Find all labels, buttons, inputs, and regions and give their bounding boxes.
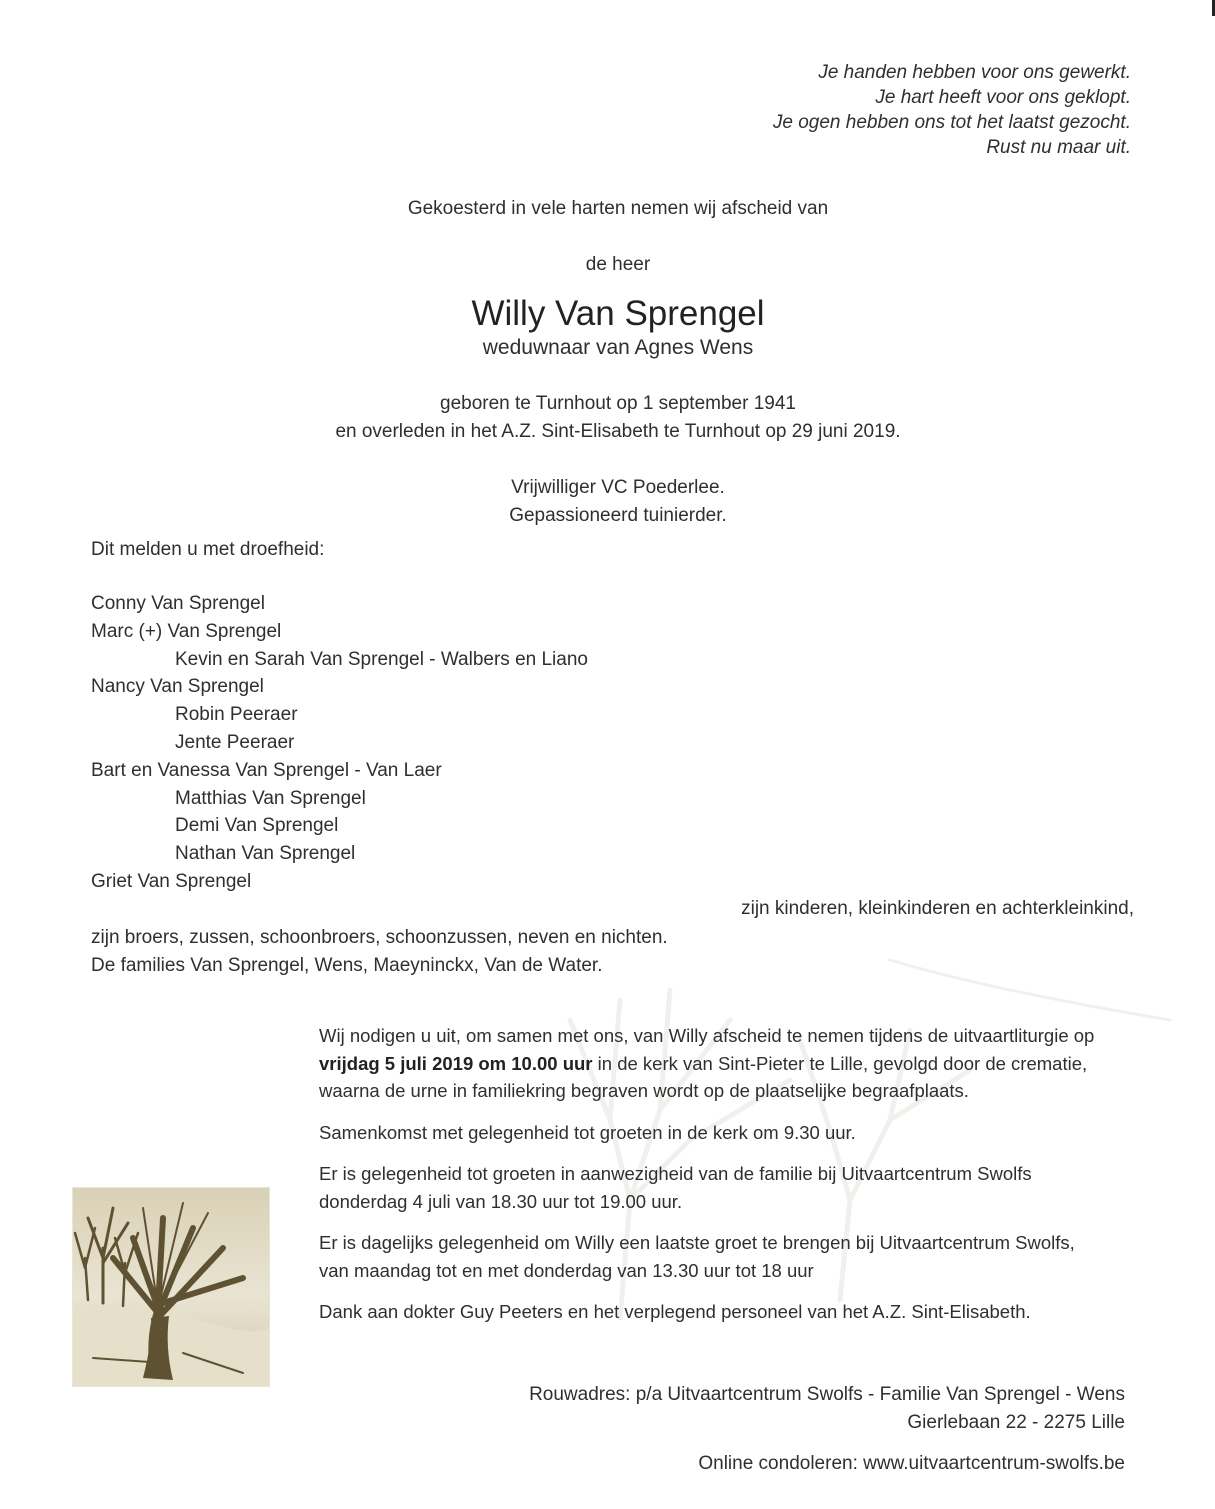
intro-text: Gekoesterd in vele harten nemen wij afscheid van <box>407 198 829 219</box>
greeting-family-paragraph: Er is gelegenheid tot groeten in aanwezigheid van de familie bij Uitvaartcentrum Swolfs donderdag 4 juli van 18.30 uur tot 19.00 uur. <box>319 1163 1032 1212</box>
family-member: Kevin en Sarah Van Sprengel - Walbers en Liano <box>175 648 588 670</box>
deceased-name: Willy Van Sprengel <box>471 294 765 333</box>
thanks-paragraph: Dank aan dokter Guy Peeters en het verplegend personeel van het A.Z. Sint-Elisabeth. <box>319 1301 1031 1322</box>
honorific: de heer <box>585 254 651 275</box>
address-line-1: Rouwadres: p/a Uitvaartcentrum Swolfs - Familie Van Sprengel - Wens <box>529 1384 1125 1405</box>
family-list <box>91 590 588 896</box>
address-line-2: Gierlebaan 22 - 2275 Lille <box>907 1412 1125 1433</box>
siblings-line: zijn broers, zussen, schoonbroers, schoonzussen, neven en nichten. <box>91 927 668 948</box>
poem-line: Je ogen hebben ons tot het laatst gezocht. <box>772 112 1131 133</box>
family-member: Griet Van Sprengel <box>91 870 252 892</box>
poem-line: Rust nu maar uit. <box>986 137 1131 158</box>
family-member: Bart en Vanessa Van Sprengel - Van Laer <box>91 759 442 781</box>
poem-line: Je handen hebben voor ons gewerkt. <box>818 62 1131 83</box>
online-condolences: Online condoleren: www.uitvaartcentrum-swolfs.be <box>698 1453 1125 1474</box>
invitation-text: Wij nodigen u uit, om samen met ons, van Willy afscheid te nemen tijdens de uitvaartliturgie op <box>319 1025 1095 1046</box>
trait-volunteer: Vrijwilliger VC Poederlee. <box>511 477 725 498</box>
funeral-date-time: vrijdag 5 juli 2019 om 10.00 uur <box>319 1052 593 1074</box>
invitation-text-end: in de kerk van Sint-Pieter te Lille, gevolgd door de crematie, waarna de urne in familiekring begraven wordt op de plaatselijke begraafplaats. <box>319 1052 1088 1101</box>
families-line: De families Van Sprengel, Wens, Maeyninckx, Van de Water. <box>91 954 603 976</box>
death-line: en overleden in het A.Z. Sint-Elisabeth te Turnhout op 29 juni 2019. <box>335 421 901 442</box>
poem <box>773 60 1131 160</box>
greeting-daily-paragraph: Er is dagelijks gelegenheid om Willy een laatste groet te brengen bij Uitvaartcentrum Swolfs, van maandag tot en met donderdag van 13.30 uur tot 18 uur <box>319 1232 1075 1281</box>
family-member: Nancy Van Sprengel <box>91 676 264 698</box>
family-member: Robin Peeraer <box>175 704 298 726</box>
willow-photo-image <box>73 1188 269 1386</box>
family-member: Nathan Van Sprengel <box>175 843 356 865</box>
announce-intro: Dit melden u met droefheid: <box>91 539 325 560</box>
gathering-paragraph: Samenkomst met gelegenheid tot groeten in de kerk om 9.30 uur. <box>319 1121 856 1143</box>
widower-of: weduwnaar van Agnes Wens <box>482 336 754 359</box>
trait-gardener: Gepassioneerd tuinierder. <box>509 505 727 526</box>
willow-photo <box>72 1187 270 1387</box>
funeral-details <box>319 1022 1129 1340</box>
relation-summary: zijn kinderen, kleinkinderen en achterkleinkind, <box>741 898 1134 919</box>
family-member: Demi Van Sprengel <box>175 815 339 837</box>
birth-line: geboren te Turnhout op 1 september 1941 <box>440 393 796 414</box>
invitation-paragraph <box>319 1022 1129 1105</box>
family-member: Marc (+) Van Sprengel <box>91 620 282 642</box>
family-member: Conny Van Sprengel <box>91 593 265 614</box>
family-member: Jente Peeraer <box>175 731 295 753</box>
family-member: Matthias Van Sprengel <box>175 787 366 809</box>
poem-line: Je hart heeft voor ons geklopt. <box>875 87 1131 108</box>
extended-family <box>91 924 668 980</box>
